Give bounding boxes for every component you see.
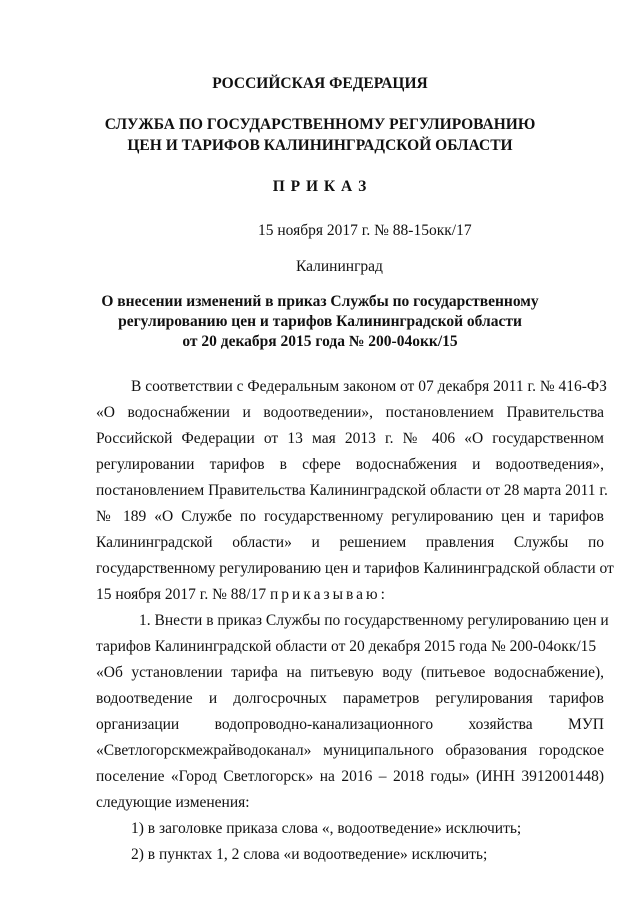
order-date-number: 15 ноября 2017 г. № 88/17 <box>96 586 267 603</box>
list-item-1: 1) в заголовке приказа слова «, водоотведение» исключить; <box>131 820 522 837</box>
document-type: П Р И К А З <box>272 178 368 195</box>
body-line: тарифов Калининградской области от 20 декабря 2015 года № 200-04окк/15 <box>96 638 597 655</box>
service-heading-line2: ЦЕН И ТАРИФОВ КАЛИНИНГРАДСКОЙ ОБЛАСТИ <box>127 137 513 154</box>
order-verb: приказываю: <box>269 586 388 603</box>
body-line: Калининградской области» и решением правления Службы по <box>96 534 604 551</box>
body-line: регулировании тарифов в сфере водоснабжения и водоотведения», <box>96 456 604 473</box>
body-line: В соответствии с Федеральным законом от 07 декабря 2011 г. № 416-ФЗ <box>131 378 607 395</box>
service-heading-line1: СЛУЖБА ПО ГОСУДАРСТВЕННОМУ РЕГУЛИРОВАНИЮ <box>104 116 536 133</box>
body-line: постановлением Правительства Калининградской области от 28 марта 2011 г. <box>96 482 608 499</box>
body-line: «Светлогорскмежрайводоканал» муниципального образования городское <box>96 742 604 759</box>
body-line: следующие изменения: <box>96 794 250 811</box>
body-line: «Об установлении тарифа на питьевую воду (питьевое водоснабжение), <box>96 664 604 681</box>
list-item-2: 2) в пунктах 1, 2 слова «и водоотведение» исключить; <box>131 846 488 863</box>
body-line: № 189 «О Службе по государственному регулированию цен и тарифов <box>96 508 604 525</box>
body-line: водоотведение и долгосрочных параметров регулирования тарифов <box>96 690 604 707</box>
date-number: 15 ноября 2017 г. № 88-15окк/17 <box>258 222 472 239</box>
body-line-last <box>96 586 388 604</box>
body-line: 1. Внести в приказ Службы по государственному регулированию цен и <box>139 612 609 629</box>
subject-line2: регулированию цен и тарифов Калининградской области <box>118 313 522 330</box>
city: Калининград <box>296 258 383 275</box>
subject-line1: О внесении изменений в приказ Службы по государственному <box>101 293 539 310</box>
body-line: организации водопроводно-канализационного хозяйства МУП <box>96 716 604 733</box>
body-line: «О водоснабжении и водоотведении», постановлением Правительства <box>96 404 604 421</box>
body-line: государственному регулированию цен и тарифов Калининградской области от <box>96 560 614 577</box>
body-line: Российской Федерации от 13 мая 2013 г. № 406 «О государственном <box>96 430 604 447</box>
subject-line3: от 20 декабря 2015 года № 200-04окк/15 <box>182 333 458 350</box>
country-heading: РОССИЙСКАЯ ФЕДЕРАЦИЯ <box>212 75 428 92</box>
body-line: поселение «Город Светлогорск» на 2016 – 2018 годы» (ИНН 3912001448) <box>96 768 604 785</box>
